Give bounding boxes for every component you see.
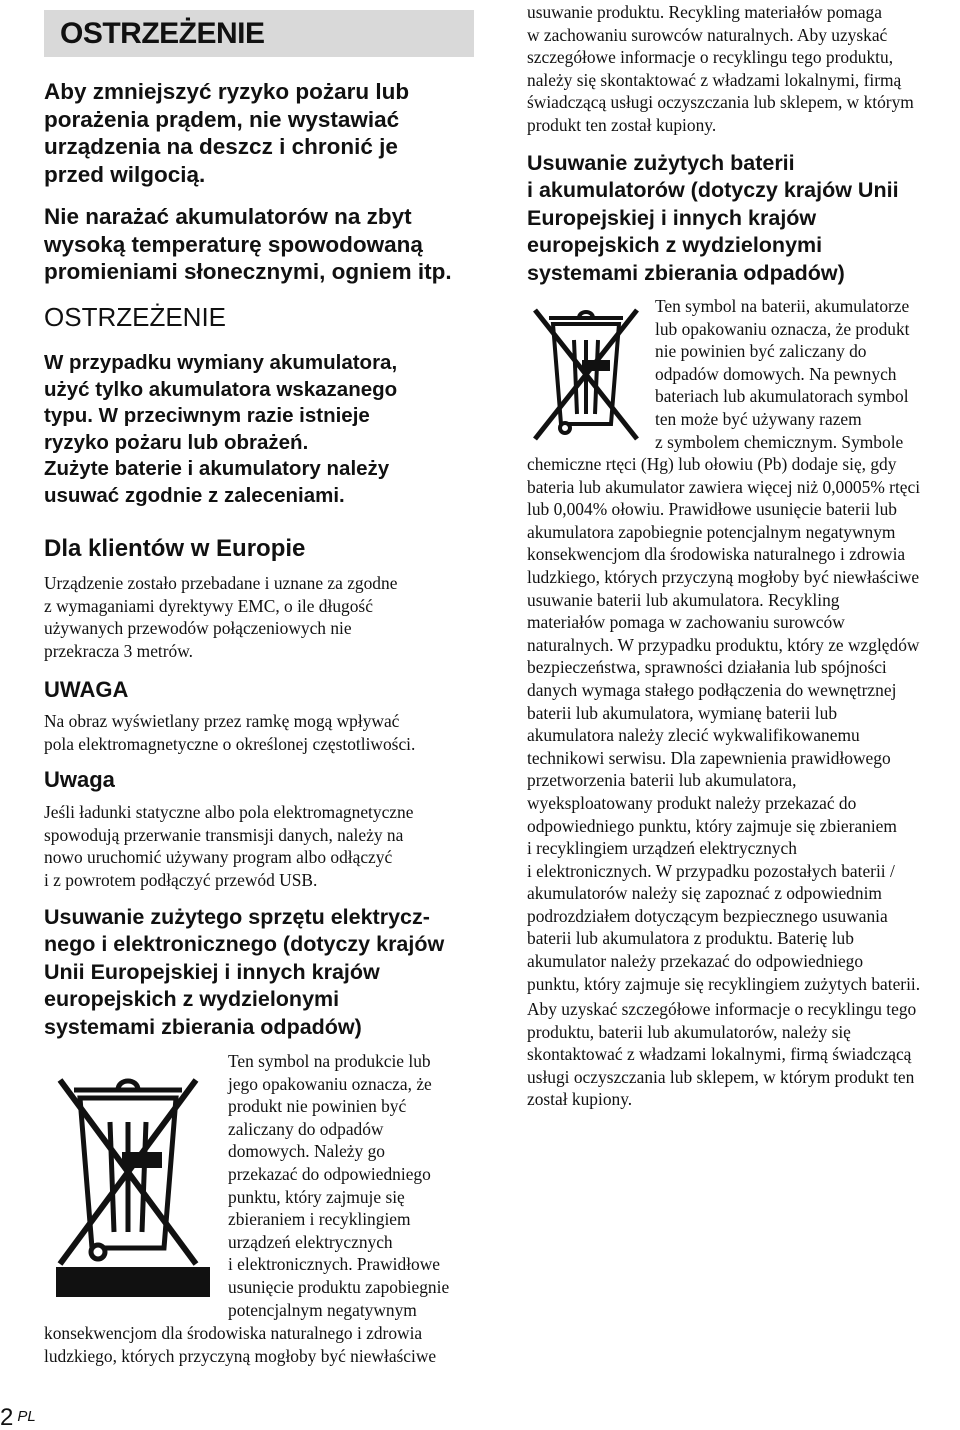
uwaga-text: Na obraz wyświetlany przez ramkę mogą wpływać pola elektromagnetyczne o określonej częstotliwości.	[44, 711, 416, 754]
warning-heading-2: OSTRZEŻENIE	[44, 302, 227, 332]
europe-heading: Dla klientów w Europie	[44, 535, 306, 562]
warning-paragraph-2: Nie narażać akumulatorów na zbyt wysoką temperaturę spowodowaną promieniami słonecznymi, ogniem itp.	[44, 204, 452, 284]
battery-full-text: chemiczne rtęci (Hg) lub ołowiu (Pb) dodaje się, gdy bateria lub akumulator zawiera więcej niż 0,0005% rtęci lub 0,004% ołowiu. Prawidłowe usunięcie baterii lub akumulatora zapobiegnie potencjalnym negatywnym konsekwencjom dla środowiska naturalnego i zdrowia ludzkiego, których przyczyną mogłoby być niewłaściwe usuwanie baterii lub akumulatora. Recykling materiałów pomaga w zachowaniu surowców naturalnych. W przypadku produktu, który ze względów bezpieczeństwa, sprawności działania lub spójności danych wymaga stałego podłączenia do wewnętrznej baterii lub akumulatora, wymianę baterii lub akumulatora należy zlecić wykwalifikowanemu technikowi serwisu. Dla zapewnienia prawidłowego przetworzenia baterii lub akumulatora, wyeksploatowany produkt należy przekazać do odpowiedniego punktu, który zajmuje się zbieraniem i recyklingiem urządzeń elektrycznych i elektronicznych. W przypadku pozostałych baterii / akumulatorów należy się zapoznać z odpowiednim podrozdziałem dotyczącym bezpiecznego usuwania baterii lub akumulatora z produktu. Baterię lub akumulator należy przekazać do odpowiedniego punktu, który zajmuje się recyklingiem zużytych baterii.	[527, 454, 921, 994]
battery-heading: Usuwanie zużytych baterii i akumulatorów (dotyczy krajów Unii Europejskiej i innych krajów europejskich z wydzielonymi systemami zbierania odpadów)	[527, 151, 899, 285]
disposal-full-text: konsekwencjom dla środowiska naturalnego i zdrowia ludzkiego, których przyczyną mogłoby być niewłaściwe	[44, 1323, 437, 1366]
warning-paragraph-1: Aby zmniejszyć ryzyko pożaru lub porażenia prądem, nie wystawiać urządzenia na deszcz i chronić je przed wilgocią.	[44, 79, 410, 187]
europe-text: Urządzenie zostało przebadane i uznane za zgodne z wymaganiami dyrektywy EMC, o ile długość używanych przewodów połączeniowych nie przekracza 3 metrów.	[44, 573, 398, 661]
warning-paragraph-3: W przypadku wymiany akumulatora, użyć tylko akumulatora wskazanego typu. W przeciwnym razie istnieje ryzyko pożaru lub obrażeń. Zużyte baterie i akumulatory należy usuwać zgodnie z zaleceniami.	[44, 351, 398, 507]
crossed-bin-icon	[44, 1052, 212, 1297]
right-top-text: usuwanie produktu. Recykling materiałów pomaga w zachowaniu surowców naturalnych. Aby uzyskać szczegółowe informacje o recyklingu tego produktu, należy się skontaktować z władzami lokalnymi, firmą świadczącą usługi oczyszczania lub sklepem, w którym produkt ten został kupiony.	[527, 2, 914, 135]
uwaga2-text: Jeśli ładunki statyczne albo pola elektromagnetyczne spowodują przerwanie transmisji danych, należy na nowo uruchomić używany program albo odłączyć i z powrotem podłączyć przewód USB.	[44, 802, 414, 890]
final-info-text: Aby uzyskać szczegółowe informacje o recyklingu tego produktu, baterii lub akumulatorów, należy się skontaktować z władzami lokalnymi, firmą świadczącą usługi oczyszczania lub sklepem, w którym produkt ten został kupiony.	[527, 999, 917, 1110]
battery-side-text: Ten symbol na baterii, akumulatorze lub opakowaniu oznacza, że produkt nie powinien być zaliczany do odpadów domowych. Na pewnych bateriach lub akumulatorach symbol ten może być używany razem z symbolem chemicznym. Symbole	[655, 296, 910, 452]
uwaga2-heading: Uwaga	[44, 767, 115, 792]
disposal-side-text: Ten symbol na produkcie lub jego opakowaniu oznacza, że produkt nie powinien być zaliczany do odpadów domowych. Należy go przekazać do odpowiedniego punktu, który zajmuje się zbieraniem i recyklingiem urządzeń elektrycznych i elektronicznych. Prawidłowe usunięcie produktu zapobiegnie potencjalnym negatywnym	[228, 1051, 450, 1320]
page-number-value: 2	[0, 1404, 14, 1430]
language-code: PL	[17, 1408, 36, 1425]
crossed-bin-battery-icon	[527, 294, 645, 454]
uwaga-heading: UWAGA	[44, 677, 129, 702]
page-number	[0, 1404, 36, 1430]
disposal-heading: Usuwanie zużytego sprzętu elektrycz- nego i elektronicznego (dotyczy krajów Unii Europejskiej i innych krajów europejskich z wydzielonymi systemami zbierania odpadów)	[44, 905, 445, 1039]
warning-banner: OSTRZEŻENIE	[44, 10, 474, 57]
